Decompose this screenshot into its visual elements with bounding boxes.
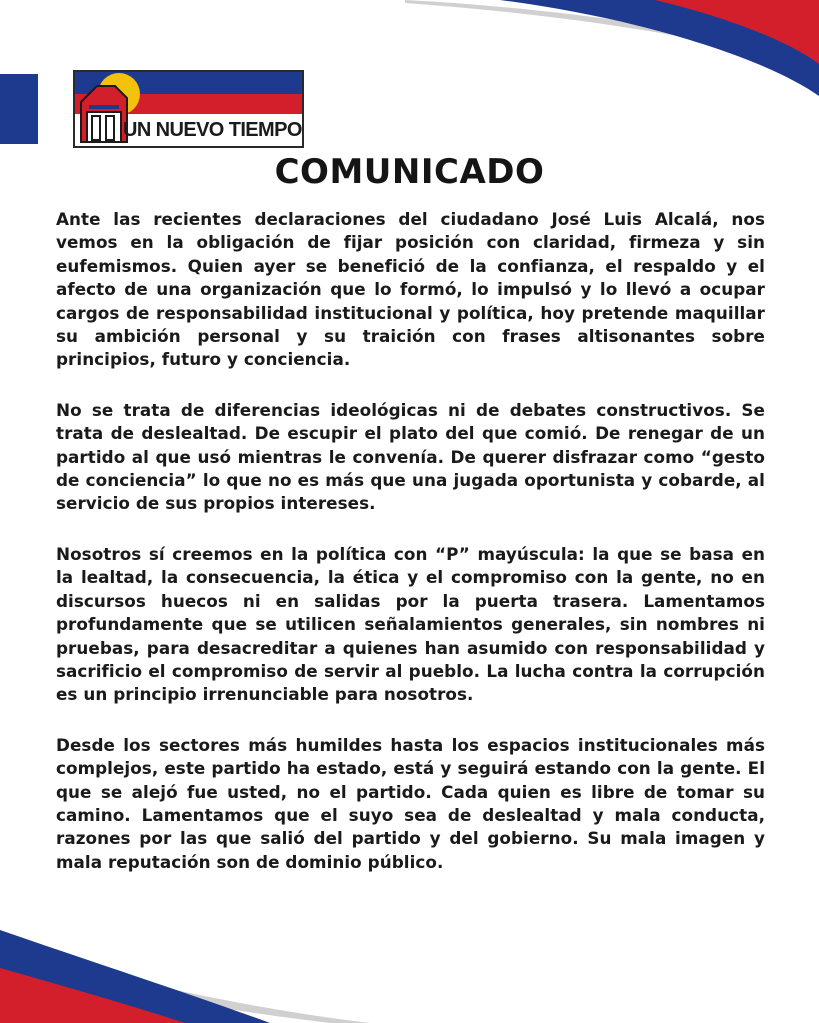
top-right-red-swoosh — [655, 0, 819, 64]
statement-body — [56, 208, 765, 901]
page-title: COMUNICADO — [274, 152, 545, 192]
paragraph-1: Ante las recientes declaraciones del ciudadano José Luis Alcalá, nos vemos en la obligación de fijar posición con claridad, firmeza y sin eufemismos. Quien ayer se benefició de la confianza, el respaldo y el afecto de una organización que lo formó, lo impulsó y lo llevó a ocupar cargos de responsabilidad institucional y política, hoy pretende maquillar su ambición personal y su traición con frases altisonantes sobre principios, futuro y conciencia. — [56, 209, 765, 370]
top-right-blue-swoosh — [500, 0, 819, 96]
paragraph-4: Desde los sectores más humildes hasta los espacios institucionales más complejos, este partido ha estado, está y seguirá estando con la gente. El que se alejó fue usted, no el partido. Cada quien es libre de tomar su camino. Lamentamos que el suyo sea de deslealtad y mala conducta, razones por las que salió del partido y del gobierno. Su mala imagen y mala reputación son de dominio público. — [56, 734, 765, 872]
left-blue-tab — [0, 74, 38, 144]
bottom-left-grey-swoosh — [0, 946, 370, 1023]
top-right-grey-swoosh — [405, 0, 819, 66]
party-logo — [73, 70, 304, 148]
bottom-left-blue-swoosh — [0, 930, 270, 1023]
bottom-left-red-swoosh — [0, 968, 185, 1023]
logo-text: UN NUEVO TIEMPO — [123, 119, 302, 141]
paragraph-2: No se trata de diferencias ideológicas ni de debates constructivos. Se trata de deslealtad. De escupir el plato del que comió. De renegar de un partido al que usó mientras le convenía. De querer disfrazar como “gesto de conciencia” lo que no es más que una jugada oportunista y cobarde, al servicio de sus propios intereses. — [56, 399, 765, 514]
paragraph-3: Nosotros sí creemos en la política con “P” mayúscula: la que se basa en la lealtad, la consecuencia, la ética y el compromiso con la gente, no en discursos huecos ni en salidas por la puerta trasera. Lamentamos profundamente que se utilicen señalamientos generales, sin nombres ni pruebas, para desacreditar a quienes han asumido con responsabilidad y sacrificio el compromiso de servir al pueblo. La lucha contra la corrupción es un principio irrenunciable para nosotros. — [56, 543, 765, 705]
